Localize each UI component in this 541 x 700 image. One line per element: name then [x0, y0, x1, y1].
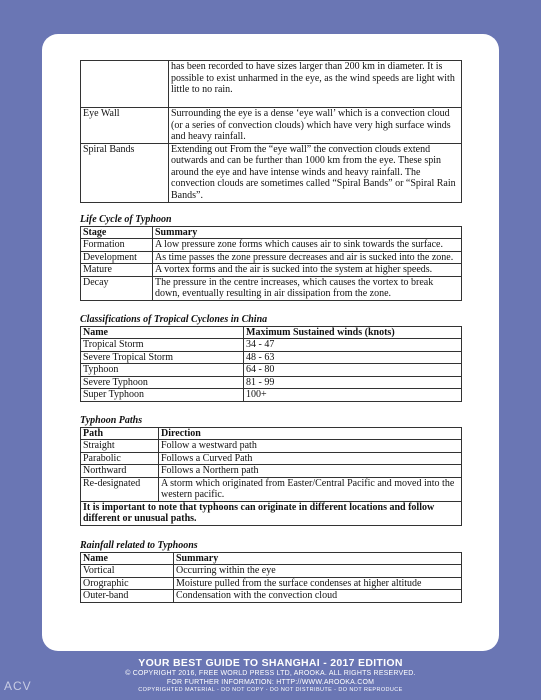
table-cell: Follows a Northern path [159, 465, 462, 478]
table-cell: Northward [81, 465, 159, 478]
table-cell: Outer-band [81, 590, 174, 603]
table-row [81, 61, 462, 108]
table-row [81, 477, 462, 501]
table-cell-desc: Surrounding the eye is a dense ‘eye wall’ which is a convection cloud (or a series of convection clouds) which have very high surface winds and heavy rainfall. [169, 108, 462, 144]
table-cell: Vortical [81, 565, 174, 578]
table-cell: Formation [81, 239, 153, 252]
table-cell: Parabolic [81, 452, 159, 465]
page-content [80, 60, 462, 603]
footer-title: YOUR BEST GUIDE TO SHANGHAI - 2017 EDITION [138, 657, 403, 669]
table-cell: A vortex forms and the air is sucked into the system at higher speeds. [153, 264, 462, 277]
table-cell: 34 - 47 [244, 339, 462, 352]
table-row [81, 452, 462, 465]
column-header: Name [81, 552, 174, 565]
table-header-row [81, 427, 462, 440]
table-row [81, 565, 462, 578]
table-cell: The pressure in the centre increases, which causes the vortex to break down, eventually resulting in air dissipation from the zone. [153, 276, 462, 300]
table-cell: As time passes the zone pressure decreases and air is sucked into the zone. [153, 251, 462, 264]
table-cell-desc: Extending out From the “eye wall” the convection clouds extend outwards and can be further than 1000 km from the eye. These spin around the eye and have intense winds and heavy rainfall. The convection clouds are sometimes called “Spiral Bands” or “Spiral Rain Bands”. [169, 143, 462, 202]
table-cell: Super Typhoon [81, 389, 244, 402]
table-row [81, 276, 462, 300]
table-cell: Follow a westward path [159, 440, 462, 453]
table-cell: Orographic [81, 577, 174, 590]
table-cell-term [81, 61, 169, 108]
table-row [81, 143, 462, 202]
table-row [81, 251, 462, 264]
table-cell: Typhoon [81, 364, 244, 377]
table-cell: 48 - 63 [244, 351, 462, 364]
document-page [42, 34, 499, 651]
paths-note: It is important to note that typhoons can originate in different locations and follow different or unusual paths. [81, 501, 462, 525]
eye-structure-table [80, 60, 462, 203]
table-row [81, 501, 462, 525]
page-footer [0, 657, 541, 693]
table-cell: A storm which originated from Easter/Central Pacific and moved into the western pacific. [159, 477, 462, 501]
table-row [81, 339, 462, 352]
footer-info-link: FOR FURTHER INFORMATION: HTTP://WWW.AROOKA.COM [166, 679, 375, 686]
table-cell: 100+ [244, 389, 462, 402]
column-header: Summary [153, 226, 462, 239]
table-cell: A low pressure zone forms which causes air to sink towards the surface. [153, 239, 462, 252]
column-header: Maximum Sustained winds (knots) [244, 326, 462, 339]
table-cell: 64 - 80 [244, 364, 462, 377]
table-cell: Re-designated [81, 477, 159, 501]
table-cell: Severe Typhoon [81, 376, 244, 389]
table-cell: Follows a Curved Path [159, 452, 462, 465]
table-row [81, 351, 462, 364]
table-row [81, 389, 462, 402]
table-cell: Mature [81, 264, 153, 277]
table-cell: Tropical Storm [81, 339, 244, 352]
life-cycle-title: Life Cycle of Typhoon [80, 213, 172, 225]
table-header-row [81, 326, 462, 339]
column-header: Stage [81, 226, 153, 239]
table-cell-term: Spiral Bands [81, 143, 169, 202]
table-cell: Development [81, 251, 153, 264]
table-header-row [81, 552, 462, 565]
column-header: Name [81, 326, 244, 339]
table-row [81, 264, 462, 277]
life-cycle-table [80, 226, 462, 301]
column-header: Path [81, 427, 159, 440]
rainfall-title: Rainfall related to Typhoons [80, 539, 198, 551]
classifications-title: Classifications of Tropical Cyclones in China [80, 313, 268, 325]
paths-table [80, 427, 462, 526]
rainfall-table [80, 552, 462, 603]
table-cell: Decay [81, 276, 153, 300]
table-row [81, 440, 462, 453]
table-cell: 81 - 99 [244, 376, 462, 389]
table-row [81, 376, 462, 389]
table-cell: Moisture pulled from the surface condenses at higher altitude [174, 577, 462, 590]
table-row [81, 590, 462, 603]
table-header-row [81, 226, 462, 239]
classifications-table [80, 326, 462, 402]
table-cell: Severe Tropical Storm [81, 351, 244, 364]
paths-title: Typhoon Paths [80, 414, 143, 426]
footer-notice: COPYRIGHTED MATERIAL - DO NOT COPY - DO NOT DISTRIBUTE - DO NOT REPRODUCE [138, 687, 403, 693]
table-cell: Occurring within the eye [174, 565, 462, 578]
table-cell-desc: has been recorded to have sizes larger than 200 km in diameter. It is possible to exist unharmed in the eye, as the wind speeds are light with little to no rain. [169, 61, 462, 108]
column-header: Summary [174, 552, 462, 565]
table-row [81, 465, 462, 478]
table-row [81, 108, 462, 144]
table-cell: Condensation with the convection cloud [174, 590, 462, 603]
table-row [81, 239, 462, 252]
table-cell-term: Eye Wall [81, 108, 169, 144]
watermark: ACV [4, 679, 32, 693]
table-cell: Straight [81, 440, 159, 453]
column-header: Direction [159, 427, 462, 440]
table-row [81, 364, 462, 377]
table-row [81, 577, 462, 590]
footer-copyright: © COPYRIGHT 2016, FREE WORLD PRESS LTD, AROOKA. ALL RIGHTS RESERVED. [125, 670, 416, 677]
